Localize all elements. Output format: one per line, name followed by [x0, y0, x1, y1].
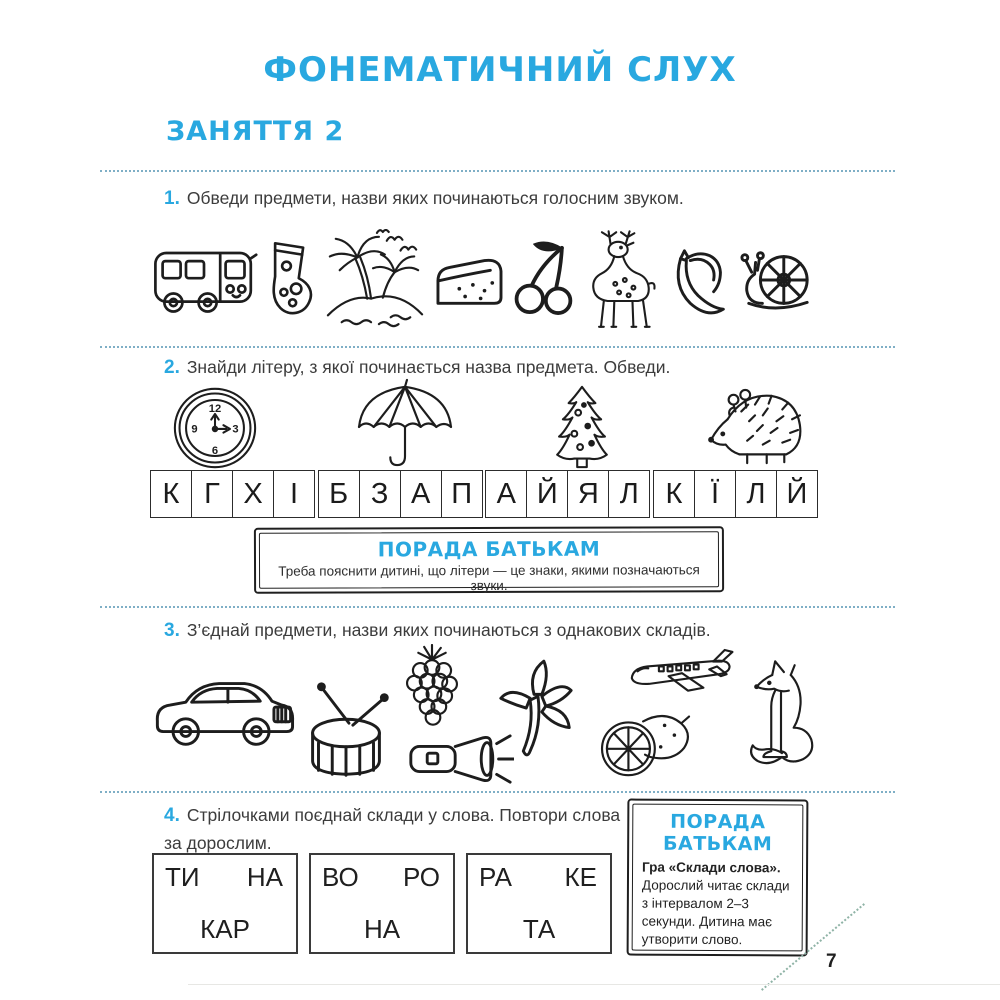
snail-icon[interactable] — [737, 243, 815, 317]
dotted-separator — [100, 346, 895, 348]
letter-cell[interactable]: З — [360, 470, 401, 518]
svg-text:9: 9 — [191, 423, 198, 436]
syllable[interactable]: РО — [403, 862, 440, 892]
task-3-text: З’єднай предмети, назви яких починаються з однакових складів. — [186, 620, 711, 640]
parent-tip-box-1 — [254, 526, 724, 594]
svg-text:3: 3 — [232, 423, 239, 436]
syllable-box-2[interactable] — [309, 853, 455, 954]
task-1-number: 1. — [164, 188, 180, 209]
task-2-number: 2. — [164, 357, 180, 378]
syllable[interactable]: ВО — [322, 862, 359, 892]
dotted-separator — [100, 170, 895, 172]
syllable[interactable]: ТА — [522, 914, 556, 944]
letter-cell[interactable]: А — [485, 470, 527, 518]
letter-cell[interactable]: П — [442, 470, 483, 518]
syllable-box-1[interactable] — [152, 853, 298, 954]
sock-icon[interactable] — [260, 238, 320, 322]
syllable[interactable]: ТИ — [165, 862, 200, 892]
letter-cell[interactable]: Х — [233, 470, 274, 518]
syllable-boxes — [152, 853, 612, 954]
letter-cell[interactable]: А — [401, 470, 442, 518]
task-2-instruction — [164, 357, 670, 379]
lesson-heading: ЗАНЯТТЯ 2 — [166, 116, 345, 147]
svg-text:6: 6 — [211, 445, 219, 458]
letter-cell[interactable]: І — [274, 470, 315, 518]
letter-group-4 — [653, 470, 818, 518]
bus-icon[interactable] — [150, 237, 258, 323]
page-title: ФОНЕМАТИЧНИЙ СЛУХ — [263, 50, 737, 90]
banana-peel-icon[interactable] — [493, 654, 579, 766]
banana-icon[interactable] — [665, 239, 735, 321]
svg-text:12: 12 — [208, 403, 222, 416]
letter-groups — [150, 470, 818, 518]
deer-icon[interactable] — [579, 227, 663, 333]
palm-island-icon[interactable] — [322, 229, 428, 331]
task-3-pictures — [148, 644, 838, 796]
car-icon[interactable] — [148, 662, 298, 758]
letter-cell[interactable]: Л — [609, 470, 650, 518]
letter-cell[interactable]: Г — [192, 470, 233, 518]
page-edge-line — [188, 984, 1000, 985]
fir-tree-icon[interactable] — [549, 384, 615, 470]
fox-icon[interactable] — [740, 654, 822, 780]
tip-text: Дорослий читає склади з інтервалом 2–3 секунди. Дитина має утворити слово. — [641, 877, 790, 947]
cherries-icon[interactable] — [509, 237, 577, 323]
tip-text: Треба пояснити дитині, що літери — це знаки, якими позначаються звуки. — [278, 562, 700, 594]
task-4-number: 4. — [164, 805, 180, 826]
letter-cell[interactable]: Б — [318, 470, 360, 518]
tip-lead: Гра «Склади слова». — [642, 859, 781, 876]
task-2-pictures — [170, 386, 806, 470]
letter-cell[interactable]: Л — [736, 470, 777, 518]
clock-icon[interactable] — [170, 386, 260, 470]
syllable[interactable]: НА — [363, 914, 401, 944]
letter-cell[interactable]: Ї — [695, 470, 736, 518]
raspberry-icon[interactable] — [396, 644, 468, 732]
letter-cell[interactable]: Я — [568, 470, 609, 518]
syllable[interactable]: КЕ — [564, 862, 597, 892]
dotted-separator — [100, 791, 895, 793]
task-1-text: Обведи предмети, назви яких починаються голосним звуком. — [186, 188, 684, 208]
tip-title: ПОРАДА БАТЬКАМ — [662, 810, 773, 856]
page-number: 7 — [826, 951, 837, 972]
parent-tip-box-2 — [627, 799, 809, 957]
syllable-box-3[interactable] — [466, 853, 612, 954]
syllable[interactable]: КАР — [200, 914, 250, 944]
task-4-text: Стрілочками поєднай склади у слова. Повтори слова за дорослим. — [164, 805, 621, 854]
airplane-icon[interactable] — [626, 646, 746, 714]
letter-cell[interactable]: К — [653, 470, 695, 518]
task-4-instruction — [164, 801, 626, 858]
letter-group-1 — [150, 470, 315, 518]
hedgehog-icon[interactable] — [704, 388, 806, 470]
letter-cell[interactable]: Й — [777, 470, 818, 518]
umbrella-icon[interactable] — [349, 378, 461, 470]
letter-group-2 — [318, 470, 483, 518]
task-1-instruction — [164, 188, 684, 210]
letter-cell[interactable]: К — [150, 470, 192, 518]
tip-title: ПОРАДА БАТЬКАМ — [377, 536, 601, 562]
syllable[interactable]: РА — [479, 862, 512, 892]
drum-icon[interactable] — [290, 676, 402, 788]
task-3-number: 3. — [164, 620, 180, 641]
task-1-pictures — [150, 220, 815, 340]
task-3-instruction — [164, 620, 711, 642]
letter-cell[interactable]: Й — [527, 470, 568, 518]
task-2-text: Знайди літеру, з якої починається назва предмета. Обведи. — [186, 357, 671, 377]
letter-group-3 — [485, 470, 650, 518]
bread-icon[interactable] — [430, 248, 508, 312]
syllable[interactable]: НА — [246, 862, 283, 892]
dotted-separator — [100, 606, 895, 608]
